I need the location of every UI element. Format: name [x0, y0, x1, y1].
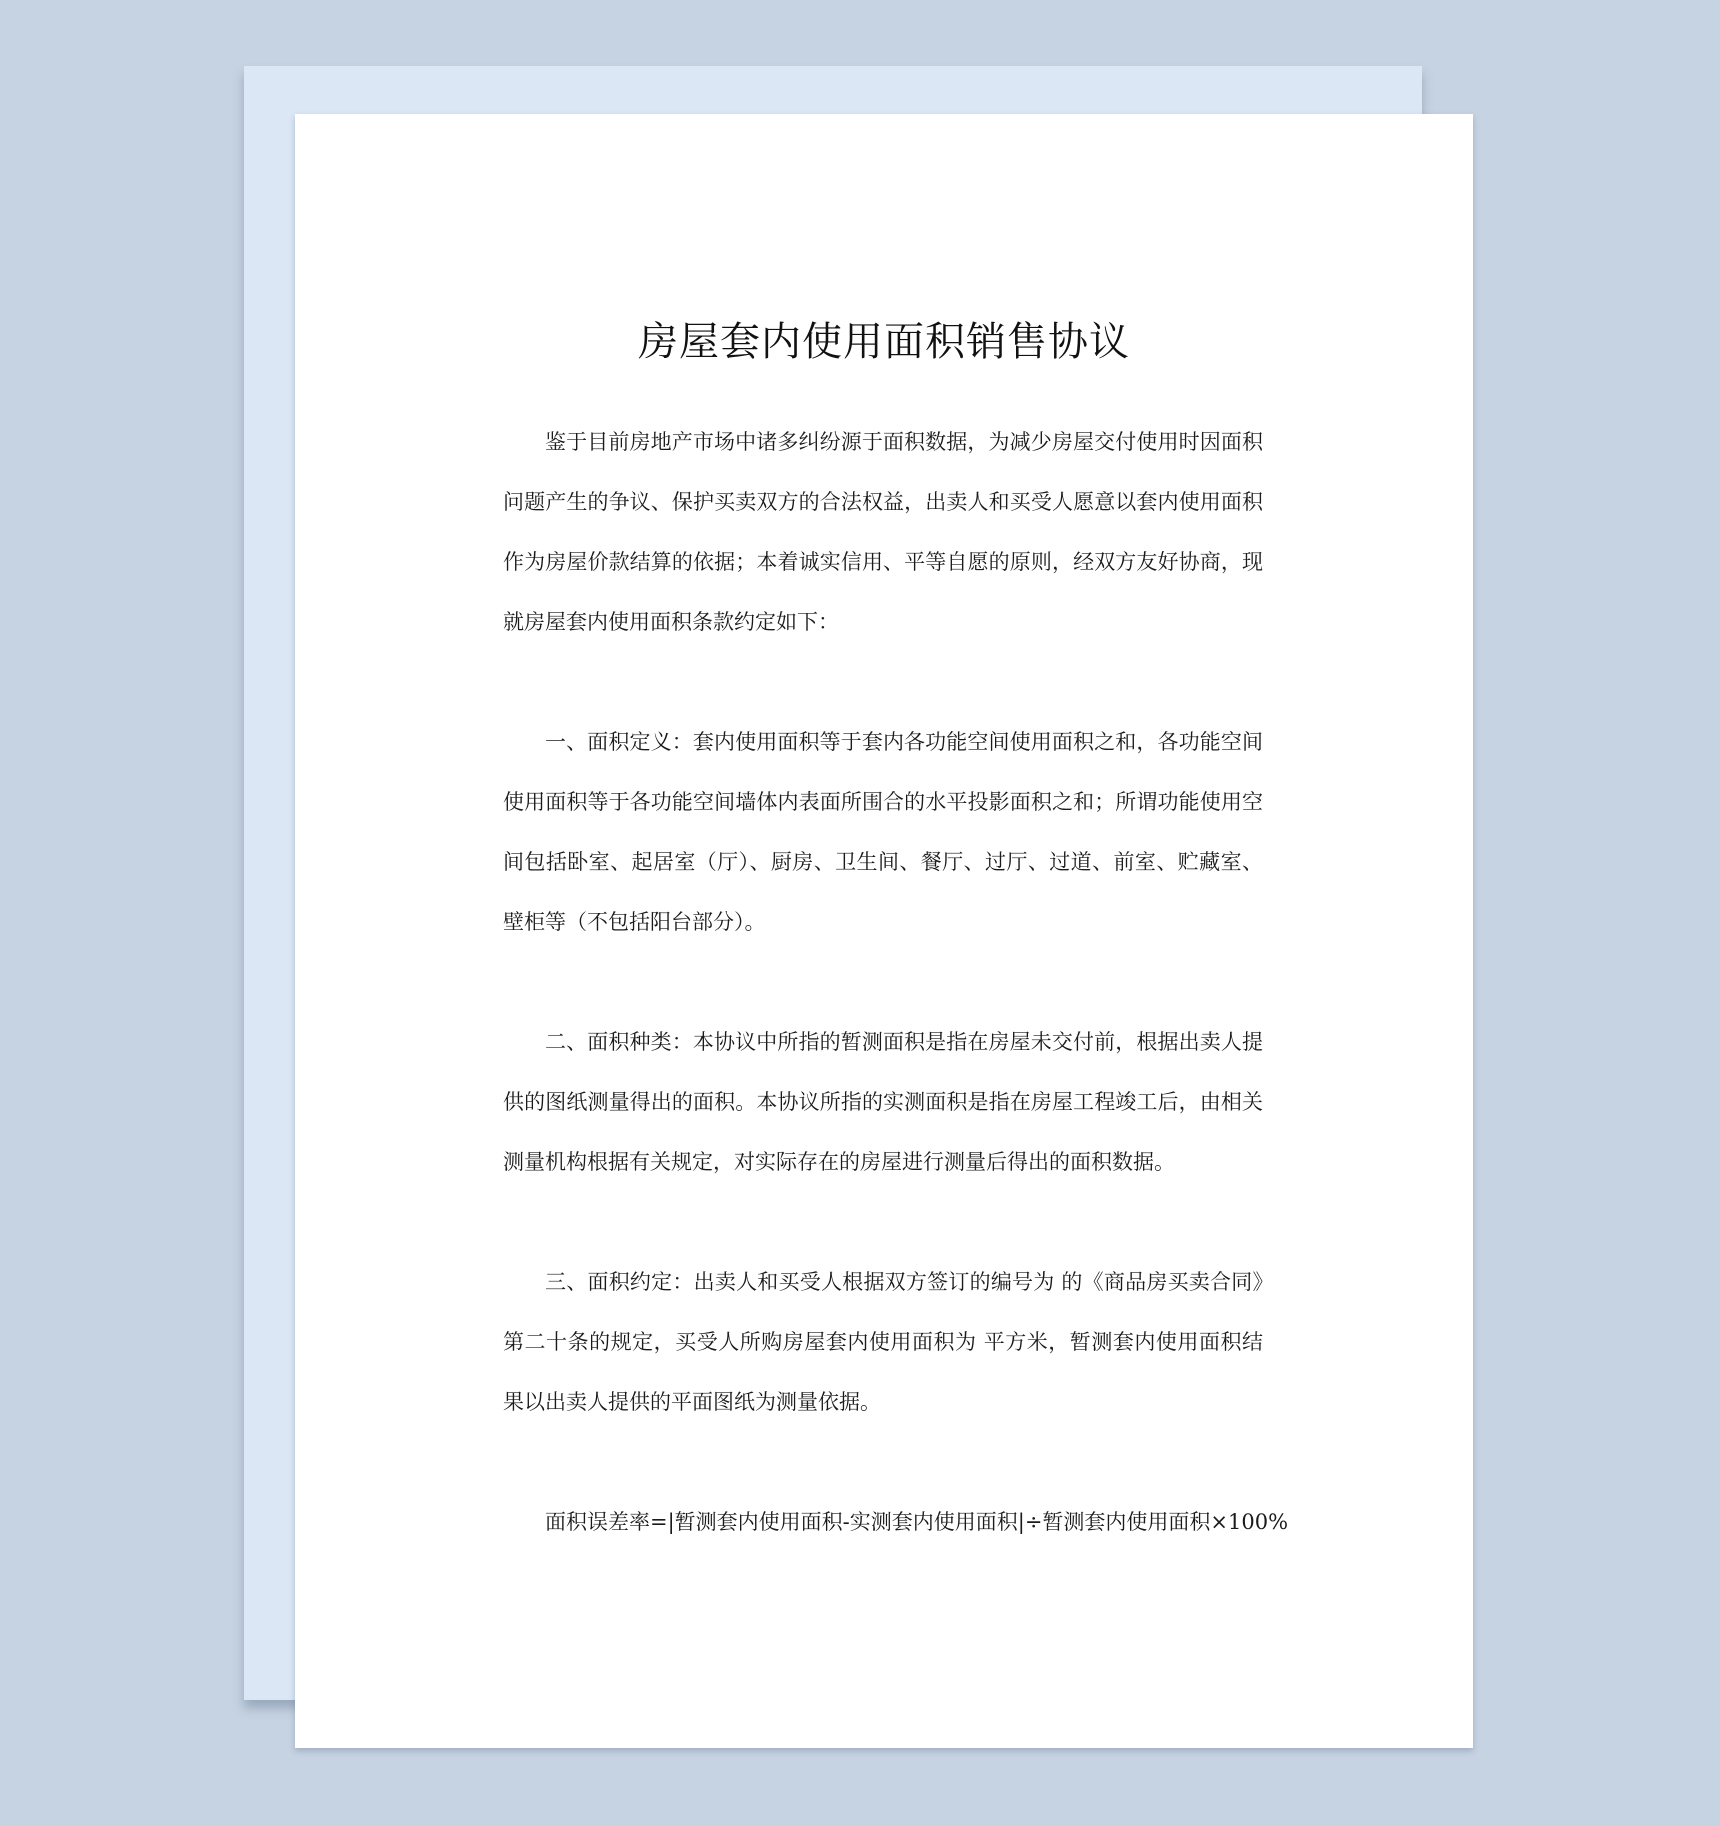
paragraph-spacer — [503, 952, 1263, 1012]
preamble-paragraph: 鉴于目前房地产市场中诸多纠纷源于面积数据，为减少房屋交付使用时因面积问题产生的争议、保护买卖双方的合法权益，出卖人和买受人愿意以套内使用面积作为房屋价款结算的依据；本着诚实信用、平等自愿的原则，经双方友好协商，现就房屋套内使用面积条款约定如下： — [503, 430, 1263, 634]
paragraph-spacer — [503, 1192, 1263, 1252]
clause-area-definition: 一、面积定义：套内使用面积等于套内各功能空间使用面积之和，各功能空间使用面积等于各功能空间墙体内表面所围合的水平投影面积之和；所谓功能使用空间包括卧室、起居室（厅）、厨房、卫生间、餐厅、过厅、过道、前室、贮藏室、壁柜等（不包括阳台部分）。 — [503, 730, 1263, 934]
document-body — [503, 412, 1289, 1552]
area-error-rate-formula: 面积误差率=|暂测套内使用面积-实测套内使用面积|÷暂测套内使用面积×100% — [545, 1510, 1289, 1534]
document-page — [295, 114, 1473, 1748]
clause-area-types: 二、面积种类：本协议中所指的暂测面积是指在房屋未交付前，根据出卖人提供的图纸测量得出的面积。本协议所指的实测面积是指在房屋工程竣工后，由相关测量机构根据有关规定，对实际存在的房屋进行测量后得出的面积数据。 — [503, 1030, 1263, 1174]
document-title: 房屋套内使用面积销售协议 — [638, 319, 1130, 365]
paragraph-spacer — [503, 652, 1263, 712]
clause-area-agreement: 三、面积约定：出卖人和买受人根据双方签订的编号为 的《商品房买卖合同》第二十条的规定，买受人所购房屋套内使用面积为 平方米，暂测套内使用面积结果以出卖人提供的平面图纸为测量依据。 — [503, 1270, 1263, 1414]
paragraph-spacer — [503, 1432, 1263, 1492]
